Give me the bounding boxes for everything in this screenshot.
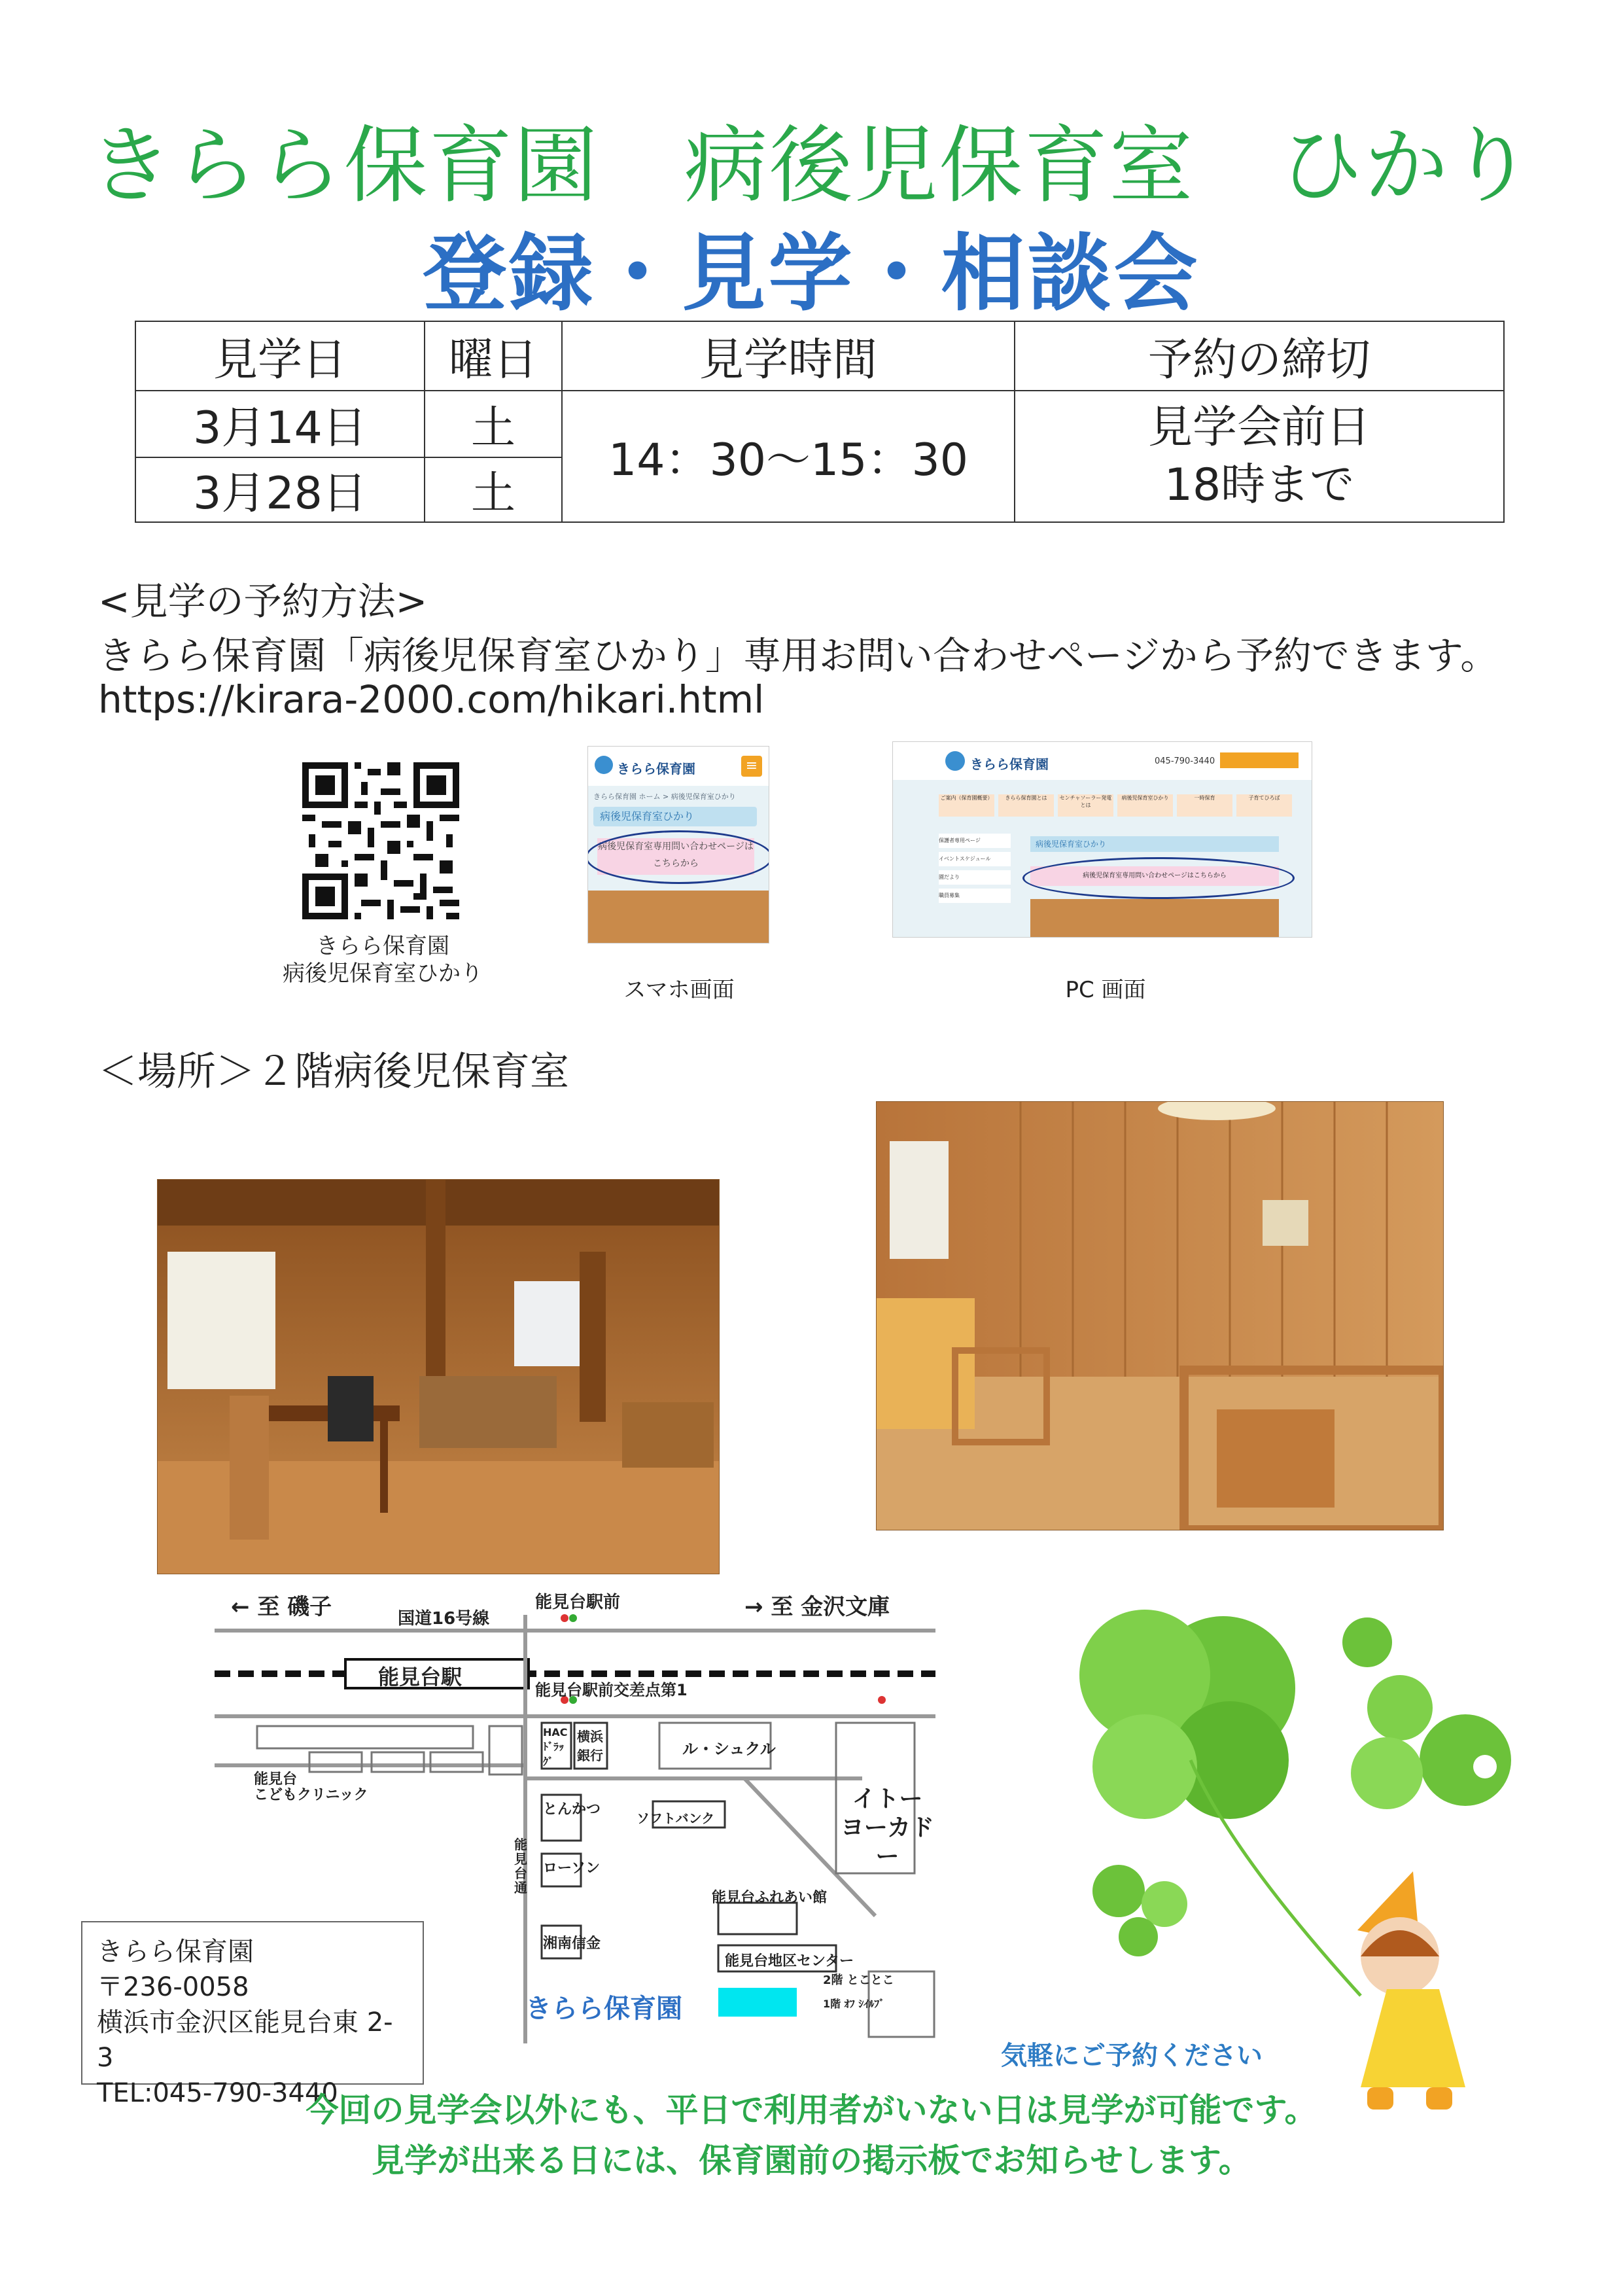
map-itoyokado-line1: イトー [852,1786,923,1812]
map-itoyokado [833,1785,942,1871]
map-street: 能見台通 [514,1837,527,1896]
phone-inquiry-link[interactable]: 病後児保育室専用問い合わせページはこちらから [597,838,754,875]
pc-nav-item[interactable]: 一時保育 [1177,794,1232,817]
map-kirara: きらら保育園 [525,1994,682,2024]
deadline-line2: 18時まで [1164,459,1355,511]
deadline-cell [1015,391,1504,522]
address-tel: TEL:045-790-3440 [97,2078,338,2108]
map-softbank: ソフトバンク [637,1810,715,1826]
menu-icon[interactable]: ≡ [741,756,762,777]
phone-breadcrumb: きらら保育園 ホーム > 病後児保育室ひかり [593,792,736,801]
qr-caption-line2: 病後児保育室ひかり [283,961,483,987]
map-lawson: ローソン [543,1860,601,1877]
phone-caption: スマホ画面 [623,977,735,1003]
globe-icon [945,751,965,771]
pc-contact-button[interactable] [1220,752,1299,768]
pc-nav-item[interactable]: ご案内（保育園概要） [939,794,994,817]
qr-caption-line1: きらら保育園 [316,933,449,959]
phone-header [588,747,769,786]
map-bank: 横浜銀行 [577,1729,603,1763]
page-subtitle: 登録・見学・相談会 [423,225,1200,323]
address-postal: 〒236-0058 [97,1972,249,2002]
map-itoyokado-line2: ヨーカドー [840,1814,935,1870]
pc-nav-item[interactable]: 子育てひろば [1236,794,1292,817]
footer-note-1: 今回の見学会以外にも、平日で利用者がいない日は見学が可能です。 [305,2091,1318,2129]
pc-nav-item[interactable]: 病後児保育室ひかり [1117,794,1173,817]
phone-hikari-button[interactable]: 病後児保育室ひかり [593,807,757,826]
pc-side-item[interactable]: 保護者専用ページ [939,834,1011,848]
location-heading: ＜場所＞２階病後児保育室 [98,1049,569,1095]
highlight-circle [587,830,769,884]
phone-room-image [588,891,769,943]
phone-logo: きらら保育園 [617,761,695,777]
pc-nav-item[interactable]: センチャソーラー発電とは [1058,794,1113,817]
reservation-url[interactable]: https://kirara-2000.com/hikari.html [98,677,765,722]
header-deadline: 予約の締切 [1015,321,1504,391]
map-signal-station: 能見台駅前 [535,1593,621,1612]
pc-nav [939,794,1292,817]
pc-logo: きらら保育園 [970,756,1049,772]
address-name: きらら保育園 [97,1937,254,1967]
reservation-text: きらら保育園「病後児保育室ひかり」専用お問い合わせページから予約できます。 [98,633,1499,678]
header-day: 曜日 [425,321,562,391]
highlight-circle [1022,857,1295,899]
call-to-action: 気軽にご予約ください [1001,2041,1263,2071]
map-to-isogo: ← 至 磯子 [231,1594,332,1620]
pc-hikari-button[interactable]: 病後児保育室ひかり [1030,836,1279,852]
room-photo-playroom [876,1101,1444,1530]
qr-caption [275,932,491,987]
time-cell: 14：30～15：30 [562,391,1015,522]
address-street: 横浜市金沢区能見台東 2-3 [97,2007,393,2073]
map-intersection: 能見台駅前交差点第1 [535,1681,688,1699]
pc-screenshot [892,741,1312,938]
map-clinic-line2: こどもクリニック [254,1787,368,1803]
phone-screenshot [587,746,769,944]
map-station: 能見台駅 [378,1665,462,1689]
reservation-heading: <見学の予約方法> [98,579,428,624]
pc-caption: PC 画面 [1065,977,1146,1003]
pc-side-item[interactable]: 園だより [939,870,1011,885]
schedule-table [135,321,1505,523]
pc-sidebar [939,834,1011,903]
map-shinkin: 湘南信金 [543,1935,601,1952]
room-photo-dining [157,1179,720,1574]
pc-room-image [1030,899,1279,937]
pc-side-item[interactable]: 職員募集 [939,889,1011,903]
pc-side-item[interactable]: イベントスケジュール [939,852,1011,866]
map-to-kanazawabunko: → 至 金沢文庫 [744,1594,890,1620]
address-box [81,1921,424,2108]
map-shop: ル・シュクル [682,1740,776,1758]
map-fureai: 能見台ふれあい館 [712,1890,828,1906]
header-time: 見学時間 [562,321,1015,391]
map-corner1: 2階 とことこ [823,1973,894,1987]
map-clinic [254,1772,368,1803]
pc-header [893,742,1312,780]
row2-day: 土 [425,457,562,522]
row1-date: 3月14日 [135,391,425,457]
deadline-line1: 見学会前日 [1147,401,1370,453]
footer-note-2: 見学が出来る日には、保育園前の掲示板でお知らせします。 [372,2142,1251,2180]
map-clinic-line1: 能見台 [254,1771,298,1788]
map-hac: HAC ﾄﾞﾗｯｸﾞ [543,1726,568,1768]
row1-day: 土 [425,391,562,457]
page-title: きらら保育園 病後児保育室 ひかり [88,117,1535,215]
row2-date: 3月28日 [135,457,425,522]
globe-icon [595,756,613,774]
pc-inquiry-link[interactable]: 病後児保育室専用問い合わせページはこちらから [1030,866,1279,886]
pc-phone: 045-790-3440 [1155,756,1215,766]
qr-code[interactable] [302,762,459,919]
map-tonkatsu: とんかつ [543,1801,601,1818]
header-date: 見学日 [135,321,425,391]
map-corner2: 1階 ｵﾌ ｼｲﾙﾌﾞ [823,1998,885,2010]
map-center: 能見台地区センター [725,1953,854,1969]
pc-nav-item[interactable]: きらら保育園とは [998,794,1054,817]
map-route16: 国道16号線 [398,1609,490,1629]
